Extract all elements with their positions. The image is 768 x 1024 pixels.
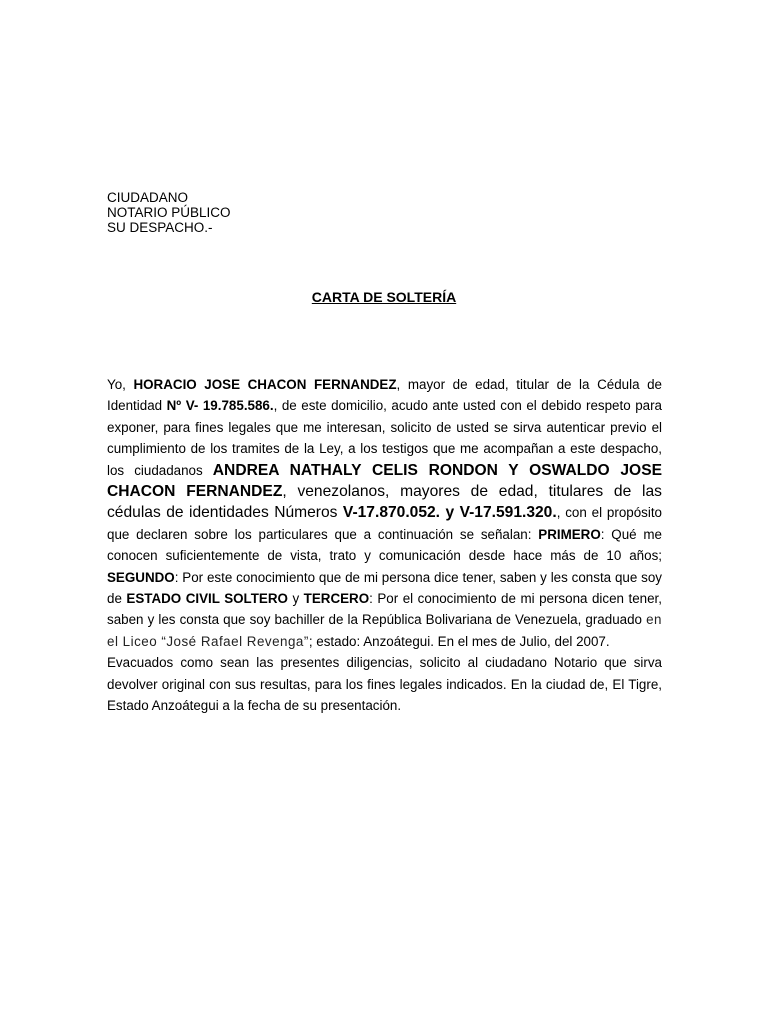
document-title: CARTA DE SOLTERÍA xyxy=(311,289,457,305)
text-segment: , de este domicilio, acudo ante usted con el debido respeto para exponer, para fines legales que me interesan, solicito de usted se sirva autenticar previo el cumplimiento de los tramites de la Ley, a los testigos que me acompañan a este despacho, los ciudadanos xyxy=(107,398,662,478)
closing-paragraph: Evacuados como sean las presentes diligencias, solicito al ciudadano Notario que sirva devolver original con sus resultas, para los fines legales indicados. En la ciudad de, El Tigre, Estado Anzoátegui a la fecha de su presentación. xyxy=(107,655,662,714)
text-segment: , venezolanos, mayores de edad, titulares de las cédulas de identidades Números xyxy=(107,483,662,522)
addressee-block xyxy=(107,190,231,235)
declarant-id: Nº V- 19.785.586. xyxy=(166,398,274,414)
addressee-line-1: CIUDADANO xyxy=(107,190,189,205)
text-segment: ; estado: Anzoátegui. En el mes de Julio, del 2007. xyxy=(308,633,610,649)
addressee-line-2: NOTARIO PÚBLICO xyxy=(107,205,231,220)
text-segment: : Por este conocimiento que de mi persona dice tener, saben y les consta que soy de xyxy=(107,569,662,607)
text-segment: : Por el conocimiento de mi persona dicen tener, saben y les consta que soy bachiller de la República Bolivariana de Venezuela, graduado xyxy=(107,591,662,628)
school-name: en el Liceo “José Rafael Revenga” xyxy=(107,612,662,649)
text-segment: , mayor de edad, titular de la Cédula de Identidad xyxy=(107,377,662,414)
main-paragraph xyxy=(107,374,662,652)
declarant-name: HORACIO JOSE CHACON FERNANDEZ xyxy=(133,377,397,392)
text-segment: Yo, xyxy=(107,377,134,392)
tercero-label: TERCERO xyxy=(303,591,370,607)
addressee-line-3: SU DESPACHO.- xyxy=(107,220,213,235)
witness-ids: V-17.870.052. y V-17.591.320. xyxy=(342,504,557,522)
civil-status: ESTADO CIVIL SOLTERO xyxy=(126,591,288,607)
witness-names: ANDREA NATHALY CELIS RONDON Y OSWALDO JOSE CHACON FERNANDEZ xyxy=(107,461,662,501)
text-segment: , con el propósito que declaren sobre los particulares que a continuación se señalan: xyxy=(107,505,663,542)
segundo-label: SEGUNDO xyxy=(107,569,175,585)
text-segment: y xyxy=(287,591,304,607)
text-segment: : Qué me conocen suficientemente de vista, trato y comunicación desde hace más de 10 años; xyxy=(107,526,662,564)
document-body xyxy=(107,374,662,717)
primero-label: PRIMERO xyxy=(538,526,601,542)
